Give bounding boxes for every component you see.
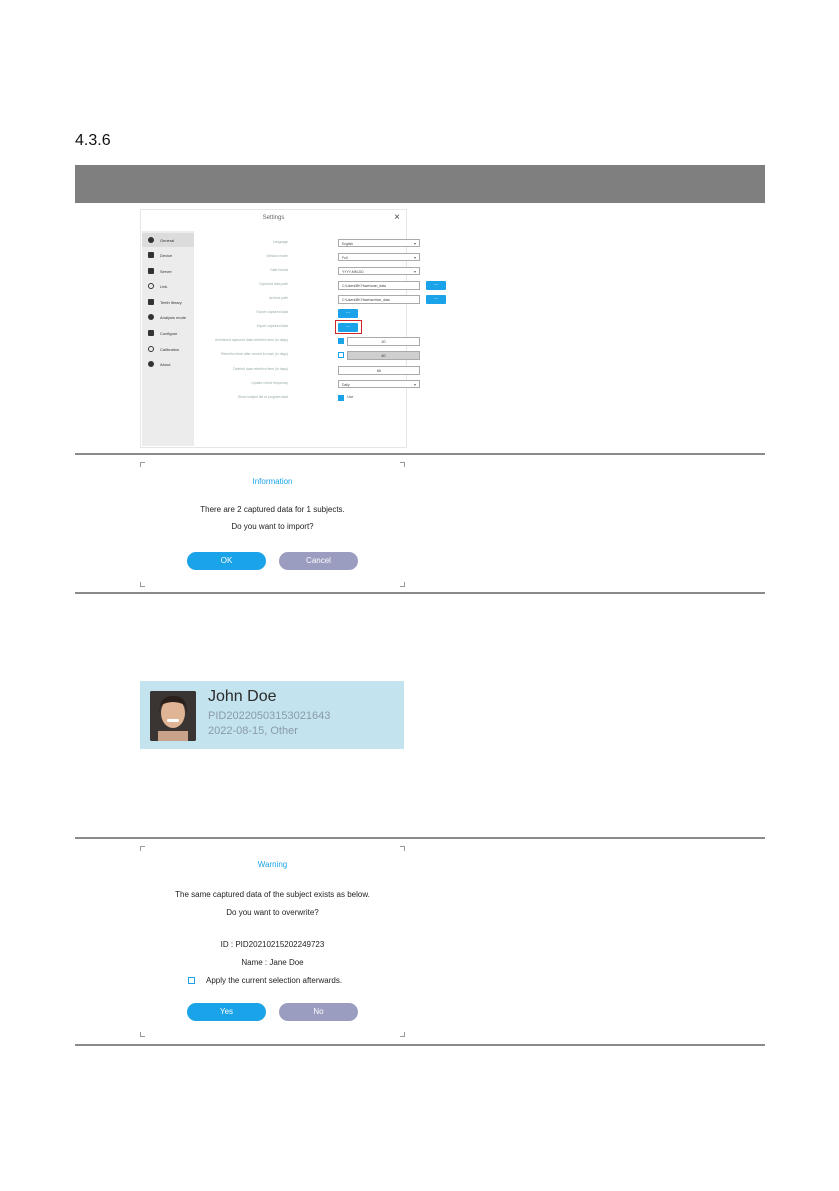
- no-button[interactable]: No: [279, 1003, 358, 1021]
- update-check-select[interactable]: Daily ▾: [338, 380, 420, 388]
- unfinished-capture-checkbox[interactable]: [338, 338, 344, 344]
- overwrite-dialog-name: Name : Jane Doe: [241, 958, 304, 967]
- window-mode-select[interactable]: Full ▾: [338, 253, 420, 261]
- device-icon: [148, 252, 154, 258]
- browse-captured-path-button[interactable]: ...: [426, 281, 446, 290]
- overwrite-dialog-title: Warning: [257, 860, 288, 869]
- highlight-frame: [335, 320, 362, 334]
- overwrite-dialog-line1: The same captured data of the subject exists as below.: [175, 890, 370, 899]
- analysis-icon: [148, 314, 154, 320]
- close-icon[interactable]: ×: [394, 212, 400, 223]
- row-show-subject: Show subject list at program start Use: [237, 395, 354, 399]
- show-subject-use-label: Use: [347, 395, 354, 399]
- import-dialog-title: Information: [252, 477, 293, 486]
- row-deleted-data: Deleted data retention time (in days) 60: [195, 366, 406, 377]
- corner-mark: [400, 582, 405, 587]
- sidebar-item-analysis-mode[interactable]: Analysis mode: [142, 310, 194, 324]
- captured-data-path-field[interactable]: C:\Users\BKYface\scan_data: [338, 281, 420, 290]
- row-import-captured-data: Import captured data ...: [195, 323, 406, 334]
- settings-title: Settings: [262, 215, 285, 221]
- corner-mark: [140, 582, 145, 587]
- row-update-check: Update check frequency Daily ▾: [195, 380, 406, 391]
- row-language: Language English ▾: [195, 239, 406, 250]
- subject-card[interactable]: [140, 681, 404, 749]
- deleted-data-days[interactable]: 60: [338, 366, 420, 375]
- chevron-down-icon: ▾: [413, 382, 416, 387]
- row-window-mode: Window mode Full ▾: [195, 253, 406, 264]
- divider: [75, 592, 765, 594]
- export-captured-data-button[interactable]: ...: [338, 309, 358, 318]
- gear-icon: [148, 237, 154, 243]
- info-icon: [148, 361, 154, 367]
- cancel-button[interactable]: Cancel: [279, 552, 358, 570]
- import-dialog-line2: Do you want to import?: [231, 522, 314, 531]
- unfinished-capture-days[interactable]: 20: [347, 337, 420, 346]
- corner-mark: [140, 1032, 145, 1037]
- apply-selection-label: Apply the current selection afterwards.: [206, 976, 343, 985]
- chevron-down-icon: ▾: [413, 241, 416, 246]
- section-number: 4.3.6: [75, 132, 111, 149]
- retention-when-moved-days[interactable]: 60: [347, 351, 420, 360]
- teeth-icon: [148, 299, 154, 305]
- divider: [75, 1044, 765, 1046]
- server-icon: [148, 268, 154, 274]
- archive-path-field[interactable]: C:\Users\BKYface\archive_data: [338, 295, 420, 304]
- sidebar-item-teeth-library[interactable]: Teeth library: [142, 295, 194, 309]
- row-unfinished-capture: Unfinished captured data retention time (in days) 20: [195, 337, 406, 348]
- divider: [75, 453, 765, 455]
- row-captured-data-path: Captured data path C:\Users\BKYface\scan_data ...: [195, 281, 406, 292]
- import-dialog-line1: There are 2 captured data for 1 subjects.: [200, 505, 345, 514]
- sidebar-item-server[interactable]: Server: [142, 264, 194, 278]
- corner-mark: [140, 462, 145, 467]
- calibration-icon: [148, 346, 154, 352]
- row-date-format: Date format YYYY-MM-DD ▾: [195, 267, 406, 278]
- subject-pid: PID20220503153021643: [208, 710, 331, 722]
- ok-button[interactable]: OK: [187, 552, 266, 570]
- sidebar-item-calibration[interactable]: Calibration: [142, 342, 194, 356]
- divider: [75, 837, 765, 839]
- language-select[interactable]: English ▾: [338, 239, 420, 247]
- sidebar-item-general[interactable]: General: [142, 233, 194, 247]
- sidebar-item-link[interactable]: Link: [142, 279, 194, 293]
- sidebar-item-device[interactable]: Device: [142, 248, 194, 262]
- settings-window: [140, 209, 439, 448]
- browse-archive-path-button[interactable]: ...: [426, 295, 446, 304]
- corner-mark: [140, 846, 145, 851]
- avatar: [150, 691, 196, 741]
- show-subject-checkbox[interactable]: [338, 395, 344, 401]
- overwrite-dialog-id: ID : PID20210215202249723: [220, 940, 325, 949]
- sidebar-item-configure[interactable]: Configure: [142, 326, 194, 340]
- import-captured-data-button[interactable]: ...: [338, 323, 358, 332]
- apply-selection-checkbox[interactable]: [188, 977, 195, 984]
- row-export-captured-data: Export captured data ...: [195, 309, 406, 320]
- configure-icon: [148, 330, 154, 336]
- retention-when-moved-checkbox[interactable]: [338, 352, 344, 358]
- overwrite-dialog-line2: Do you want to overwrite?: [226, 908, 319, 917]
- corner-mark: [400, 462, 405, 467]
- chevron-down-icon: ▾: [413, 269, 416, 274]
- sidebar-item-about[interactable]: About: [142, 357, 194, 371]
- corner-mark: [400, 1032, 405, 1037]
- refresh-icon: [148, 283, 154, 289]
- chevron-down-icon: ▾: [413, 255, 416, 260]
- row-retention-when-moved: Retention time after moved to trash (in days) 60: [195, 351, 406, 362]
- corner-mark: [400, 846, 405, 851]
- subject-name: John Doe: [208, 688, 277, 705]
- subject-meta: 2022-08-15, Other: [208, 725, 298, 737]
- row-archive-path: Archive path C:\Users\BKYface\archive_data ...: [195, 295, 406, 306]
- yes-button[interactable]: Yes: [187, 1003, 266, 1021]
- table-header-bar: [75, 165, 765, 203]
- date-format-select[interactable]: YYYY-MM-DD ▾: [338, 267, 420, 275]
